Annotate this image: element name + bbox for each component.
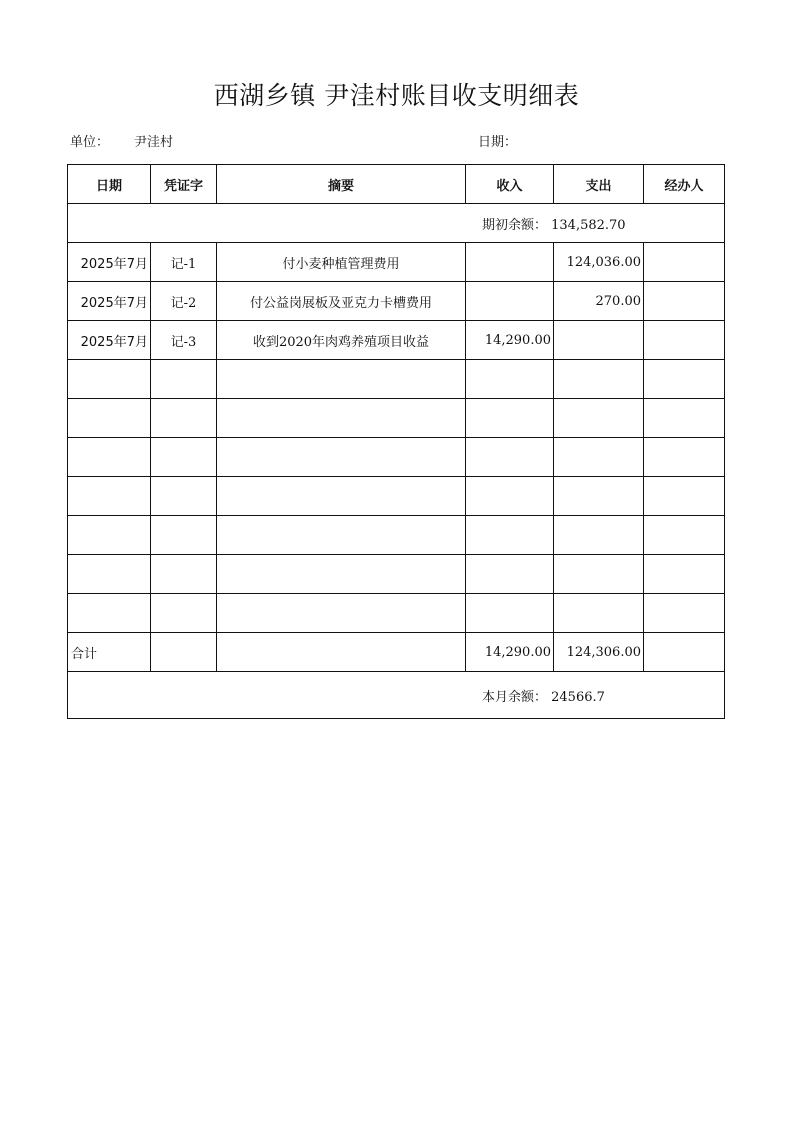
empty-cell bbox=[466, 360, 554, 399]
empty-cell bbox=[68, 594, 151, 633]
empty-cell bbox=[217, 516, 466, 555]
row-summary: 收到2020年肉鸡养殖项目收益 bbox=[217, 321, 466, 360]
empty-cell bbox=[151, 399, 217, 438]
empty-cell bbox=[644, 516, 725, 555]
row-expense bbox=[554, 321, 644, 360]
empty-row bbox=[68, 438, 725, 477]
header-summary: 摘要 bbox=[217, 165, 466, 204]
row-income bbox=[466, 243, 554, 282]
empty-cell bbox=[217, 555, 466, 594]
closing-balance-row bbox=[68, 672, 725, 719]
row-summary: 付公益岗展板及亚克力卡槽费用 bbox=[217, 282, 466, 321]
empty-cell bbox=[644, 399, 725, 438]
empty-row bbox=[68, 477, 725, 516]
closing-balance: 本月余额： 24566.7 bbox=[482, 689, 605, 705]
opening-balance: 期初余额： 134,582.70 bbox=[482, 217, 626, 233]
empty-row bbox=[68, 399, 725, 438]
row-date: 2025年7月 bbox=[68, 282, 151, 321]
empty-cell bbox=[217, 399, 466, 438]
empty-cell bbox=[466, 594, 554, 633]
empty-cell bbox=[151, 555, 217, 594]
empty-cell bbox=[151, 360, 217, 399]
table-header-row bbox=[68, 165, 725, 204]
row-date: 2025年7月 bbox=[68, 321, 151, 360]
empty-cell bbox=[644, 555, 725, 594]
empty-cell bbox=[644, 477, 725, 516]
total-expense: 124,306.00 bbox=[554, 633, 644, 672]
empty-row bbox=[68, 555, 725, 594]
empty-cell bbox=[554, 594, 644, 633]
row-income bbox=[466, 282, 554, 321]
empty-cell bbox=[68, 399, 151, 438]
empty-cell bbox=[644, 633, 725, 672]
unit-value: 尹洼村 bbox=[134, 135, 174, 150]
empty-cell bbox=[554, 555, 644, 594]
empty-cell bbox=[466, 477, 554, 516]
row-voucher: 记-3 bbox=[151, 321, 217, 360]
empty-cell bbox=[466, 438, 554, 477]
empty-cell bbox=[466, 516, 554, 555]
row-voucher: 记-2 bbox=[151, 282, 217, 321]
empty-cell bbox=[217, 633, 466, 672]
row-voucher: 记-1 bbox=[151, 243, 217, 282]
header-voucher: 凭证字 bbox=[151, 165, 217, 204]
empty-cell bbox=[68, 477, 151, 516]
closing-balance-cell bbox=[68, 672, 725, 719]
header-handler: 经办人 bbox=[644, 165, 725, 204]
empty-row bbox=[68, 594, 725, 633]
table-row bbox=[68, 321, 725, 360]
unit-label: 单位： bbox=[70, 135, 110, 150]
empty-cell bbox=[68, 516, 151, 555]
empty-cell bbox=[644, 360, 725, 399]
empty-cell bbox=[554, 477, 644, 516]
row-handler bbox=[644, 321, 725, 360]
empty-cell bbox=[151, 594, 217, 633]
empty-cell bbox=[217, 360, 466, 399]
empty-cell bbox=[466, 555, 554, 594]
empty-cell bbox=[151, 477, 217, 516]
empty-cell bbox=[151, 633, 217, 672]
date-label: 日期： bbox=[478, 135, 518, 150]
empty-cell bbox=[554, 438, 644, 477]
row-date: 2025年7月 bbox=[68, 243, 151, 282]
empty-cell bbox=[217, 438, 466, 477]
page-title: 西湖乡镇 尹洼村账目收支明细表 bbox=[213, 81, 580, 110]
total-income: 14,290.00 bbox=[466, 633, 554, 672]
empty-cell bbox=[151, 438, 217, 477]
row-expense: 270.00 bbox=[554, 282, 644, 321]
table-row bbox=[68, 282, 725, 321]
empty-cell bbox=[554, 516, 644, 555]
header-income: 收入 bbox=[466, 165, 554, 204]
opening-balance-cell bbox=[68, 204, 725, 243]
opening-balance-row bbox=[68, 204, 725, 243]
empty-cell bbox=[217, 594, 466, 633]
empty-cell bbox=[466, 399, 554, 438]
table-row bbox=[68, 243, 725, 282]
header-expense: 支出 bbox=[554, 165, 644, 204]
empty-cell bbox=[151, 516, 217, 555]
empty-row bbox=[68, 516, 725, 555]
empty-cell bbox=[68, 360, 151, 399]
row-summary: 付小麦种植管理费用 bbox=[217, 243, 466, 282]
total-row bbox=[68, 633, 725, 672]
empty-row bbox=[68, 360, 725, 399]
empty-cell bbox=[68, 438, 151, 477]
row-expense: 124,036.00 bbox=[554, 243, 644, 282]
total-label: 合计 bbox=[68, 633, 151, 672]
header-date: 日期 bbox=[68, 165, 151, 204]
empty-cell bbox=[68, 555, 151, 594]
row-handler bbox=[644, 243, 725, 282]
row-handler bbox=[644, 282, 725, 321]
empty-cell bbox=[217, 477, 466, 516]
row-income: 14,290.00 bbox=[466, 321, 554, 360]
empty-cell bbox=[554, 360, 644, 399]
ledger-table bbox=[67, 164, 725, 719]
empty-cell bbox=[554, 399, 644, 438]
empty-cell bbox=[644, 438, 725, 477]
empty-cell bbox=[644, 594, 725, 633]
